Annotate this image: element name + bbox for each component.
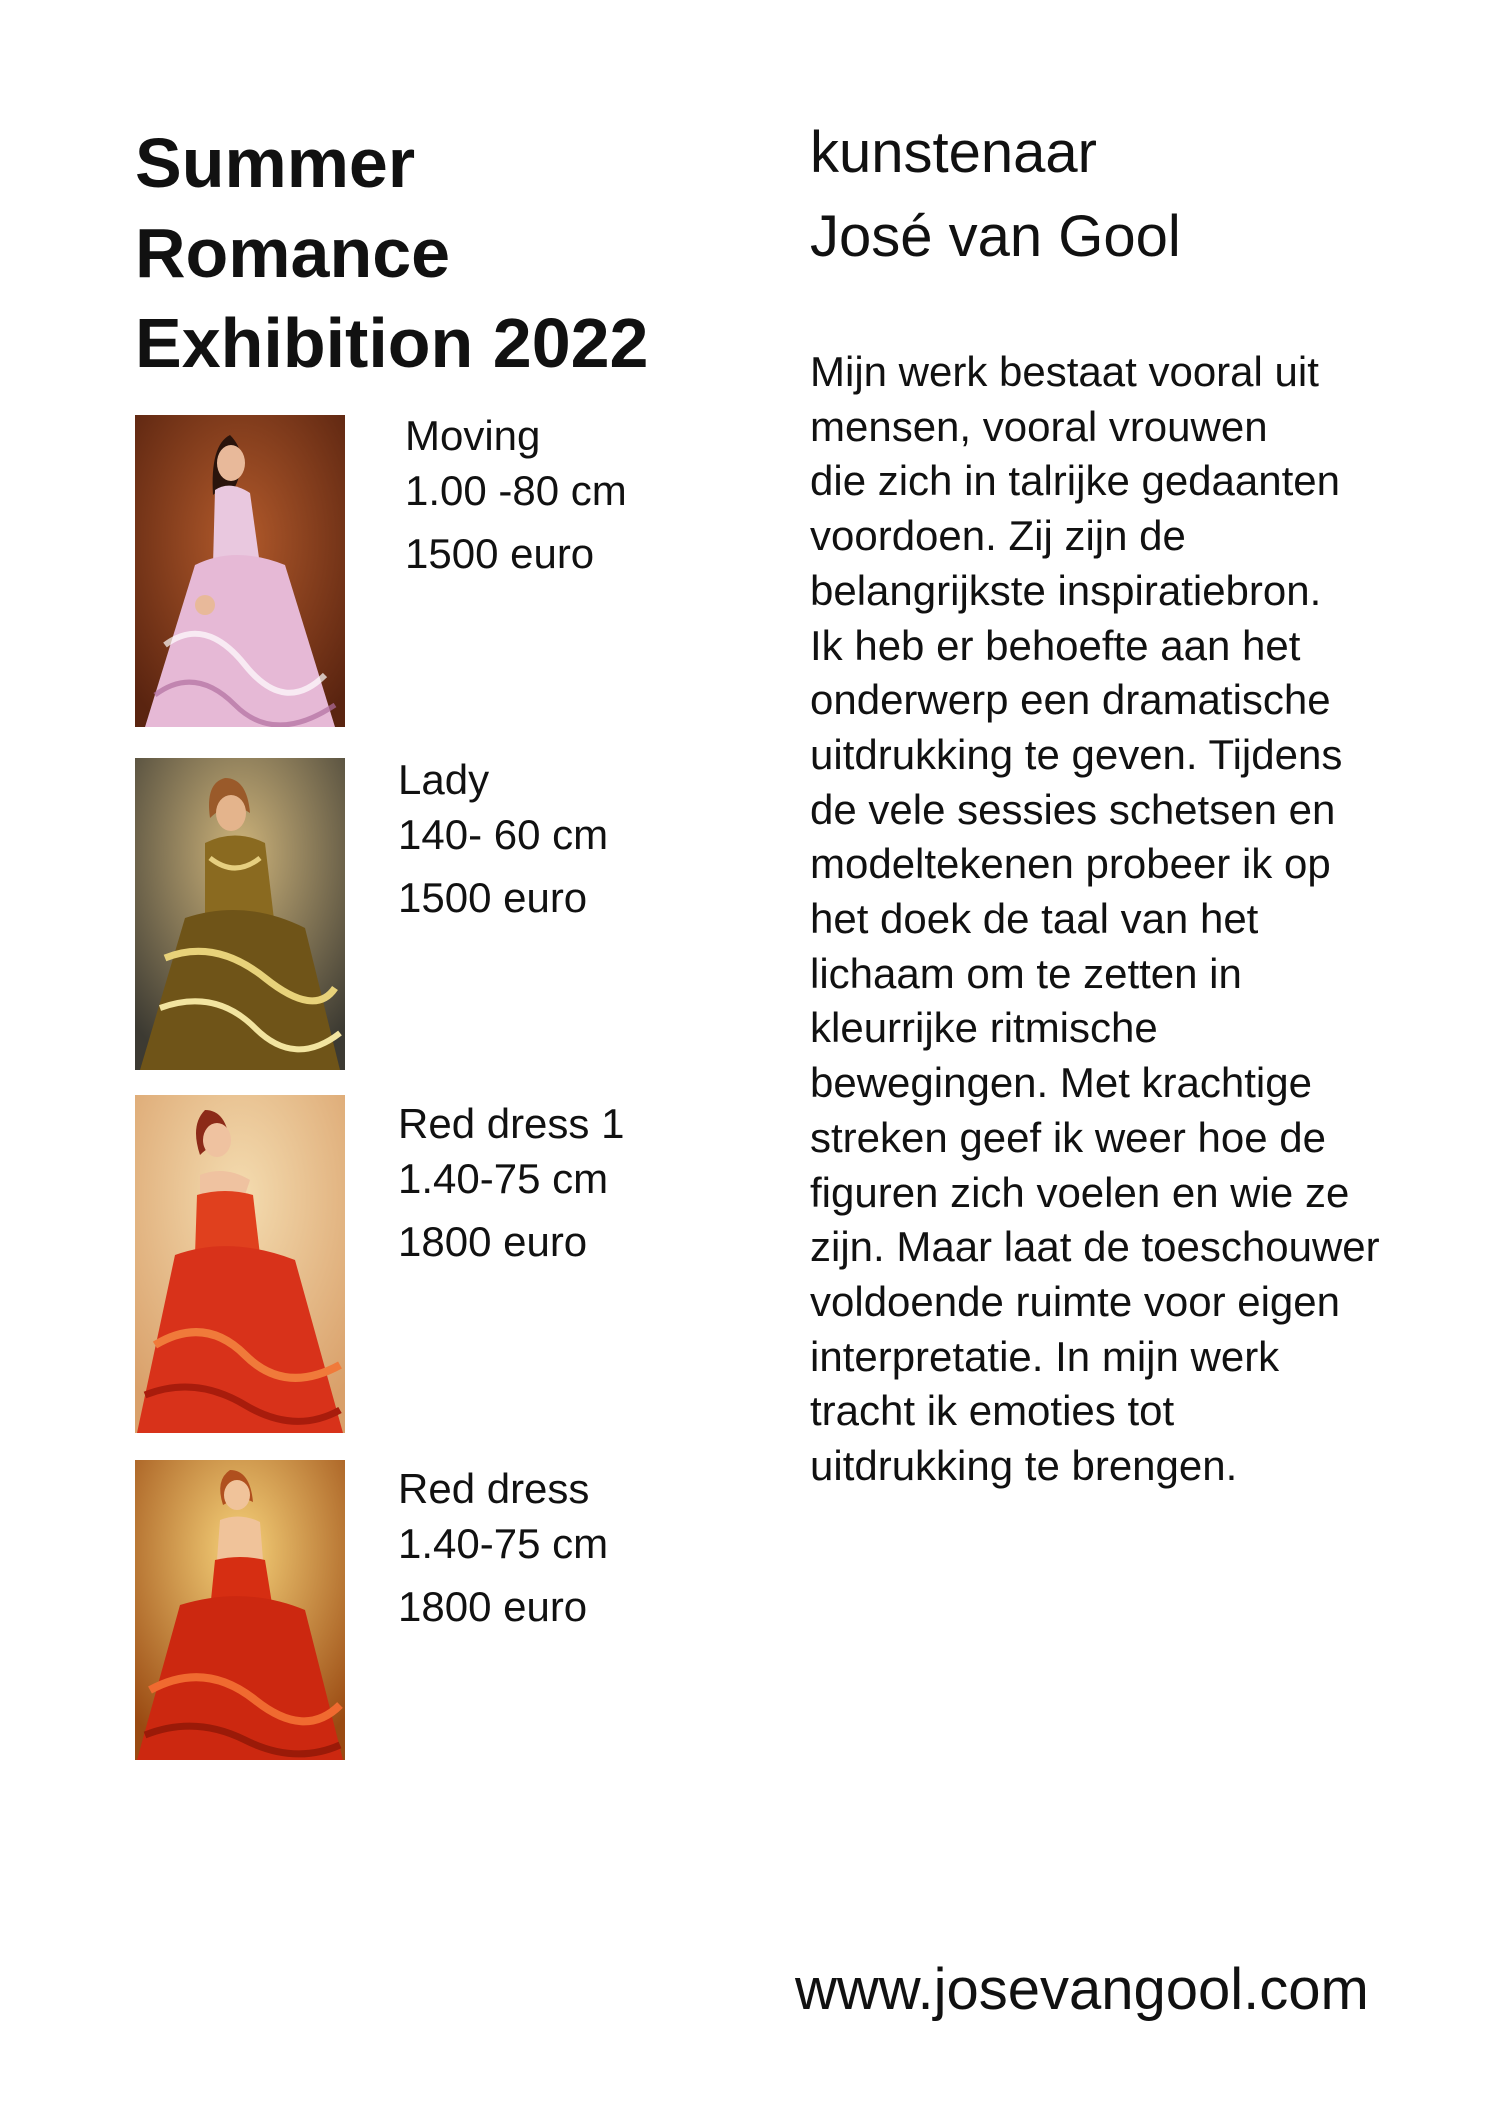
- artwork-price: 1800 euro: [398, 1583, 588, 1630]
- painting-lady: [135, 758, 345, 1070]
- artwork-size: 1.40-75 cm: [398, 1520, 609, 1567]
- bio-line: onderwerp een dramatische: [810, 676, 1331, 724]
- bio-line: uitdrukking te brengen.: [810, 1442, 1238, 1490]
- bio-line: voordoen. Zij zijn de: [810, 512, 1186, 560]
- bio-line: belangrijkste inspiratiebron.: [810, 566, 1322, 614]
- artwork-info-red-dress-1: [398, 1096, 624, 1269]
- bio-line: tracht ik emoties tot: [810, 1387, 1175, 1435]
- exhibition-title: [135, 118, 735, 388]
- bio-line: het doek de taal van het: [810, 895, 1259, 943]
- bio-line: Ik heb er behoefte aan het: [810, 621, 1301, 669]
- website-link[interactable]: www.josevangool.com: [795, 1957, 1369, 2022]
- artwork-title: Lady: [398, 756, 490, 803]
- artwork-info-lady: [398, 752, 608, 925]
- bio-line: uitdrukking te geven. Tijdens: [810, 730, 1343, 778]
- bio-line: Mijn werk bestaat vooral uit: [810, 348, 1319, 395]
- artist-label: kunstenaar: [810, 120, 1097, 185]
- bio-line: kleurrijke ritmische: [810, 1004, 1158, 1052]
- bio-line: lichaam om te zetten in: [810, 949, 1242, 997]
- bio-line: figuren zich voelen en wie ze: [810, 1168, 1350, 1216]
- artwork-price: 1500 euro: [398, 874, 588, 921]
- bio-line: die zich in talrijke gedaanten: [810, 457, 1341, 505]
- bio-line: zijn. Maar laat de toeschouwer: [810, 1223, 1380, 1271]
- artwork-size: 1.00 -80 cm: [405, 467, 627, 514]
- painting-moving: [135, 415, 345, 727]
- bio-line: modeltekenen probeer ik op: [810, 840, 1331, 888]
- bio-line: interpretatie. In mijn werk: [810, 1332, 1280, 1380]
- artwork-size: 1.40-75 cm: [398, 1155, 609, 1202]
- artist-name: José van Gool: [810, 204, 1181, 269]
- title-line-2: Romance: [135, 214, 451, 292]
- artwork-price: 1500 euro: [405, 530, 595, 577]
- painting-red-dress: [135, 1460, 345, 1760]
- title-line-1: Summer: [135, 124, 416, 202]
- artwork-size: 140- 60 cm: [398, 811, 609, 858]
- artwork-title: Red dress: [398, 1465, 590, 1512]
- artist-bio: [810, 345, 1460, 1494]
- bio-line: streken geef ik weer hoe de: [810, 1113, 1326, 1161]
- artwork-info-red-dress: [398, 1461, 608, 1634]
- artwork-info-moving: [405, 408, 627, 581]
- bio-line: mensen, vooral vrouwen: [810, 402, 1268, 450]
- painting-red-dress-1: [135, 1095, 345, 1433]
- artwork-price: 1800 euro: [398, 1218, 588, 1265]
- artwork-title: Moving: [405, 412, 541, 459]
- title-line-3: Exhibition 2022: [135, 304, 649, 382]
- artwork-title: Red dress 1: [398, 1100, 625, 1147]
- bio-line: voldoende ruimte voor eigen: [810, 1277, 1341, 1325]
- bio-line: de vele sessies schetsen en: [810, 785, 1336, 833]
- bio-line: bewegingen. Met krachtige: [810, 1059, 1312, 1107]
